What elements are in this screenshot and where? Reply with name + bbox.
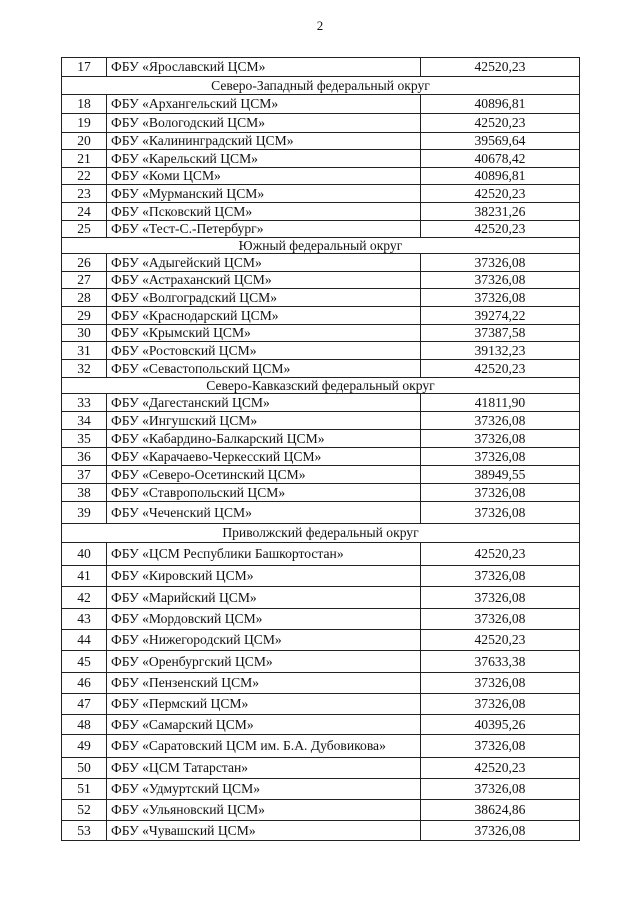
amount-value: 38624,86 [421, 800, 580, 821]
row-number: 42 [62, 587, 107, 609]
row-number: 22 [62, 168, 107, 185]
row-number: 31 [62, 342, 107, 360]
region-header-row [62, 238, 580, 254]
table-row [62, 95, 580, 114]
institution-name: ФБУ «Карачаево-Черкесский ЦСМ» [107, 448, 421, 466]
amount-value: 38231,26 [421, 203, 580, 221]
institution-name: ФБУ «Саратовский ЦСМ им. Б.А. Дубовикова» [107, 735, 421, 758]
amount-value: 39569,64 [421, 133, 580, 150]
row-number: 21 [62, 150, 107, 168]
amount-value: 42520,23 [421, 221, 580, 238]
amount-value: 37326,08 [421, 609, 580, 630]
row-number: 44 [62, 630, 107, 651]
institution-name: ФБУ «Дагестанский ЦСМ» [107, 394, 421, 412]
institution-name: ФБУ «Коми ЦСМ» [107, 168, 421, 185]
institution-name: ФБУ «Ингушский ЦСМ» [107, 412, 421, 430]
table-row [62, 272, 580, 289]
row-number: 34 [62, 412, 107, 430]
amount-value: 39274,22 [421, 307, 580, 325]
row-number: 26 [62, 254, 107, 272]
row-number: 41 [62, 566, 107, 587]
institution-name: ФБУ «Вологодский ЦСМ» [107, 114, 421, 133]
row-number: 49 [62, 735, 107, 758]
amount-value: 37326,08 [421, 694, 580, 715]
table-row [62, 466, 580, 484]
institution-name: ФБУ «Мурманский ЦСМ» [107, 185, 421, 203]
institution-name: ФБУ «Тест-С.-Петербург» [107, 221, 421, 238]
table-row [62, 735, 580, 758]
table-row [62, 394, 580, 412]
table-row [62, 133, 580, 150]
amount-value: 42520,23 [421, 185, 580, 203]
table-row [62, 609, 580, 630]
amount-value: 37326,08 [421, 566, 580, 587]
amount-value: 37326,08 [421, 779, 580, 800]
region-title: Северо-Кавказский федеральный округ [62, 378, 580, 394]
amount-value: 39132,23 [421, 342, 580, 360]
row-number: 38 [62, 484, 107, 502]
table-row [62, 566, 580, 587]
row-number: 35 [62, 430, 107, 448]
amount-value: 40896,81 [421, 95, 580, 114]
table-row [62, 779, 580, 800]
amount-value: 37326,08 [421, 254, 580, 272]
table-row [62, 412, 580, 430]
row-number: 18 [62, 95, 107, 114]
institution-name: ФБУ «Краснодарский ЦСМ» [107, 307, 421, 325]
table-row [62, 758, 580, 779]
institution-name: ФБУ «ЦСМ Татарстан» [107, 758, 421, 779]
institution-name: ФБУ «Калининградский ЦСМ» [107, 133, 421, 150]
table-row [62, 715, 580, 735]
row-number: 51 [62, 779, 107, 800]
institution-name: ФБУ «ЦСМ Республики Башкортостан» [107, 543, 421, 566]
institution-name: ФБУ «Пензенский ЦСМ» [107, 673, 421, 694]
table-row [62, 114, 580, 133]
institution-name: ФБУ «Ставропольский ЦСМ» [107, 484, 421, 502]
institution-name: ФБУ «Ростовский ЦСМ» [107, 342, 421, 360]
amount-value: 42520,23 [421, 58, 580, 77]
row-number: 25 [62, 221, 107, 238]
row-number: 39 [62, 502, 107, 524]
region-title: Северо-Западный федеральный округ [62, 77, 580, 95]
row-number: 52 [62, 800, 107, 821]
amount-value: 40395,26 [421, 715, 580, 735]
amount-value: 37326,08 [421, 735, 580, 758]
table-row [62, 484, 580, 502]
amount-value: 38949,55 [421, 466, 580, 484]
amount-value: 37326,08 [421, 502, 580, 524]
table-row [62, 254, 580, 272]
amount-value: 42520,23 [421, 630, 580, 651]
institution-name: ФБУ «Мордовский ЦСМ» [107, 609, 421, 630]
table-row [62, 221, 580, 238]
amount-value: 42520,23 [421, 543, 580, 566]
row-number: 30 [62, 325, 107, 342]
institution-name: ФБУ «Севастопольский ЦСМ» [107, 360, 421, 378]
table-body [62, 58, 580, 841]
institution-name: ФБУ «Кировский ЦСМ» [107, 566, 421, 587]
institution-name: ФБУ «Волгоградский ЦСМ» [107, 289, 421, 307]
amount-value: 37326,08 [421, 587, 580, 609]
row-number: 24 [62, 203, 107, 221]
row-number: 33 [62, 394, 107, 412]
table-row [62, 587, 580, 609]
table-row [62, 694, 580, 715]
table-row [62, 58, 580, 77]
table-row [62, 360, 580, 378]
institution-name: ФБУ «Удмуртский ЦСМ» [107, 779, 421, 800]
table-row [62, 307, 580, 325]
table-row [62, 630, 580, 651]
institution-name: ФБУ «Северо-Осетинский ЦСМ» [107, 466, 421, 484]
table-row [62, 821, 580, 841]
institution-name: ФБУ «Чеченский ЦСМ» [107, 502, 421, 524]
amount-value: 37326,08 [421, 430, 580, 448]
row-number: 27 [62, 272, 107, 289]
row-number: 37 [62, 466, 107, 484]
institution-name: ФБУ «Марийский ЦСМ» [107, 587, 421, 609]
region-title: Приволжский федеральный округ [62, 524, 580, 543]
institution-name: ФБУ «Ульяновский ЦСМ» [107, 800, 421, 821]
row-number: 19 [62, 114, 107, 133]
institution-name: ФБУ «Карельский ЦСМ» [107, 150, 421, 168]
row-number: 40 [62, 543, 107, 566]
institution-name: ФБУ «Крымский ЦСМ» [107, 325, 421, 342]
amount-value: 40896,81 [421, 168, 580, 185]
row-number: 48 [62, 715, 107, 735]
amount-value: 37387,58 [421, 325, 580, 342]
amount-value: 41811,90 [421, 394, 580, 412]
table-row [62, 203, 580, 221]
row-number: 45 [62, 651, 107, 673]
institution-name: ФБУ «Самарский ЦСМ» [107, 715, 421, 735]
institution-name: ФБУ «Архангельский ЦСМ» [107, 95, 421, 114]
amount-value: 37326,08 [421, 412, 580, 430]
row-number: 28 [62, 289, 107, 307]
table-row [62, 430, 580, 448]
row-number: 36 [62, 448, 107, 466]
row-number: 20 [62, 133, 107, 150]
region-header-row [62, 524, 580, 543]
institution-name: ФБУ «Оренбургский ЦСМ» [107, 651, 421, 673]
row-number: 53 [62, 821, 107, 841]
row-number: 50 [62, 758, 107, 779]
institution-name: ФБУ «Кабардино-Балкарский ЦСМ» [107, 430, 421, 448]
table-row [62, 448, 580, 466]
table-row [62, 150, 580, 168]
amount-value: 42520,23 [421, 758, 580, 779]
institution-name: ФБУ «Пермский ЦСМ» [107, 694, 421, 715]
amount-value: 42520,23 [421, 114, 580, 133]
table-row [62, 800, 580, 821]
institution-name: ФБУ «Ярославский ЦСМ» [107, 58, 421, 77]
institution-name: ФБУ «Нижегородский ЦСМ» [107, 630, 421, 651]
region-header-row [62, 77, 580, 95]
row-number: 43 [62, 609, 107, 630]
institution-name: ФБУ «Адыгейский ЦСМ» [107, 254, 421, 272]
table-row [62, 289, 580, 307]
page-number: 2 [316, 18, 324, 33]
row-number: 47 [62, 694, 107, 715]
amount-value: 37633,38 [421, 651, 580, 673]
amount-value: 40678,42 [421, 150, 580, 168]
amount-value: 37326,08 [421, 272, 580, 289]
amount-value: 42520,23 [421, 360, 580, 378]
table-row [62, 168, 580, 185]
row-number: 32 [62, 360, 107, 378]
amount-value: 37326,08 [421, 484, 580, 502]
amount-value: 37326,08 [421, 821, 580, 841]
funding-table [61, 57, 580, 841]
table-row [62, 651, 580, 673]
table-row [62, 185, 580, 203]
row-number: 46 [62, 673, 107, 694]
institution-name: ФБУ «Чувашский ЦСМ» [107, 821, 421, 841]
table-row [62, 673, 580, 694]
region-header-row [62, 378, 580, 394]
row-number: 29 [62, 307, 107, 325]
table-row [62, 502, 580, 524]
amount-value: 37326,08 [421, 673, 580, 694]
amount-value: 37326,08 [421, 448, 580, 466]
institution-name: ФБУ «Псковский ЦСМ» [107, 203, 421, 221]
table-row [62, 342, 580, 360]
institution-name: ФБУ «Астраханский ЦСМ» [107, 272, 421, 289]
amount-value: 37326,08 [421, 289, 580, 307]
row-number: 23 [62, 185, 107, 203]
table-row [62, 543, 580, 566]
region-title: Южный федеральный округ [62, 238, 580, 254]
table-row [62, 325, 580, 342]
row-number: 17 [62, 58, 107, 77]
